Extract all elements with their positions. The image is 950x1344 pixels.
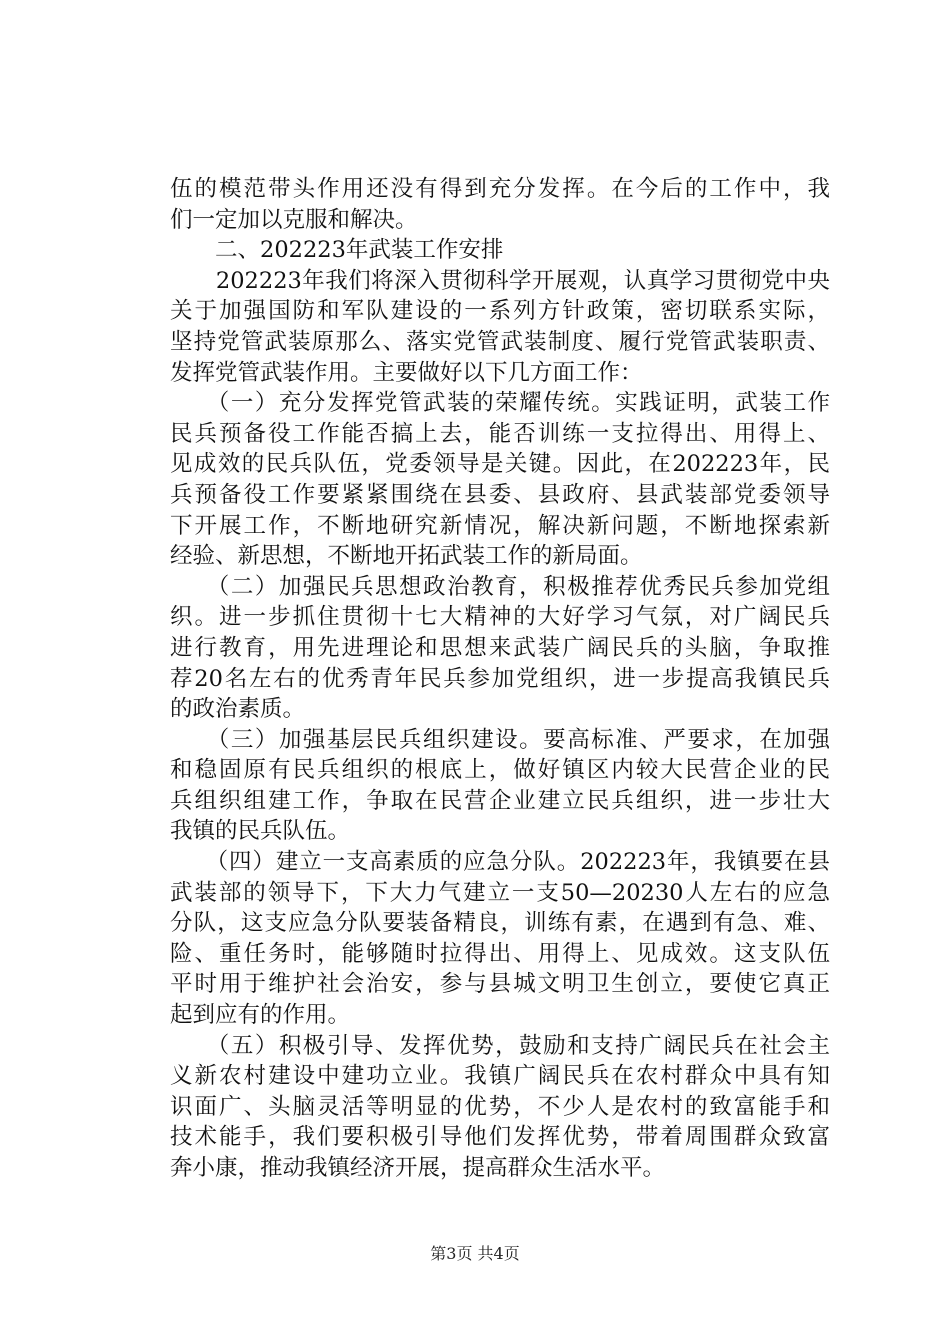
text-line: 起到应有的作用。 xyxy=(170,1002,351,1029)
text-line: 202223年我们将深入贯彻科学开展观，认真学习贯彻党中央 xyxy=(170,267,830,294)
text-line: 经验、新思想，不断地开拓武装工作的新局面。 xyxy=(170,543,643,570)
text-line: 奔小康，推动我镇经济开展，提高群众生活水平。 xyxy=(170,1155,666,1181)
text-line: 险、重任务时，能够随时拉得出、用得上、见成效。这支队伍 xyxy=(170,940,830,967)
text-line: （三）加强基层民兵组织建设。要高标准、严要求，在加强 xyxy=(170,726,830,753)
text-line: 民兵预备役工作能否搞上去，能否训练一支拉得出、用得上、 xyxy=(170,420,830,447)
section-heading: 二、202223年武装工作安排 xyxy=(170,237,504,264)
text-line: 技术能手，我们要积极引导他们发挥优势，带着周围群众致富 xyxy=(170,1124,830,1151)
text-line: （五）积极引导、发挥优势，鼓励和支持广阔民兵在社会主 xyxy=(170,1032,830,1059)
text-line: 兵组织组建工作，争取在民营企业建立民兵组织，进一步壮大 xyxy=(170,787,830,814)
text-line: 分队，这支应急分队要装备精良，训练有素，在遇到有急、难、 xyxy=(170,910,830,937)
text-line: 武装部的领导下，下大力气建立一支50—20230人左右的应急 xyxy=(170,879,830,906)
text-line: 平时用于维护社会治安，参与县城文明卫生创立，要使它真正 xyxy=(170,971,830,998)
page-number: 第3页 共4页 xyxy=(430,1244,520,1263)
text-line: 兵预备役工作要紧紧围绕在县委、县政府、县武装部党委领导 xyxy=(170,481,830,508)
text-line: 的政治素质。 xyxy=(170,696,306,723)
text-line: （一）充分发挥党管武装的荣耀传统。实践证明，武装工作 xyxy=(170,390,830,417)
text-line: 识面广、头脑灵活等明显的优势，不少人是农村的致富能手和 xyxy=(170,1093,830,1120)
text-line: 关于加强国防和军队建设的一系列方针政策，密切联系实际， xyxy=(170,298,830,325)
text-line: 们一定加以克服和解决。 xyxy=(170,206,418,233)
text-line: 发挥党管武装作用。主要做好以下几方面工作： xyxy=(170,359,643,386)
text-line: 和稳固原有民兵组织的根底上，做好镇区内较大民营企业的民 xyxy=(170,757,830,784)
text-line: 进行教育，用先进理论和思想来武装广阔民兵的头脑，争取推 xyxy=(170,634,830,661)
text-line: （四）建立一支高素质的应急分队。202223年，我镇要在县 xyxy=(170,849,830,876)
text-line: 我镇的民兵队伍。 xyxy=(170,818,351,845)
document-body xyxy=(170,174,830,1184)
text-line: 伍的模范带头作用还没有得到充分发挥。在今后的工作中，我 xyxy=(170,176,830,202)
text-line: 荐20名左右的优秀青年民兵参加党组织，进一步提高我镇民兵 xyxy=(170,665,830,692)
text-line: 坚持党管武装原那么、落实党管武装制度、履行党管武装职责、 xyxy=(170,328,830,355)
text-line: 义新农村建设中建功立业。我镇广阔民兵在农村群众中具有知 xyxy=(170,1063,830,1090)
text-line: 织。进一步抓住贯彻十七大精神的大好学习气氛，对广阔民兵 xyxy=(170,604,830,631)
text-line: 下开展工作，不断地研究新情况，解决新问题，不断地探索新 xyxy=(170,512,830,539)
text-line: （二）加强民兵思想政治教育，积极推荐优秀民兵参加党组 xyxy=(170,573,830,600)
text-line: 见成效的民兵队伍，党委领导是关键。因此，在202223年，民 xyxy=(170,451,830,478)
